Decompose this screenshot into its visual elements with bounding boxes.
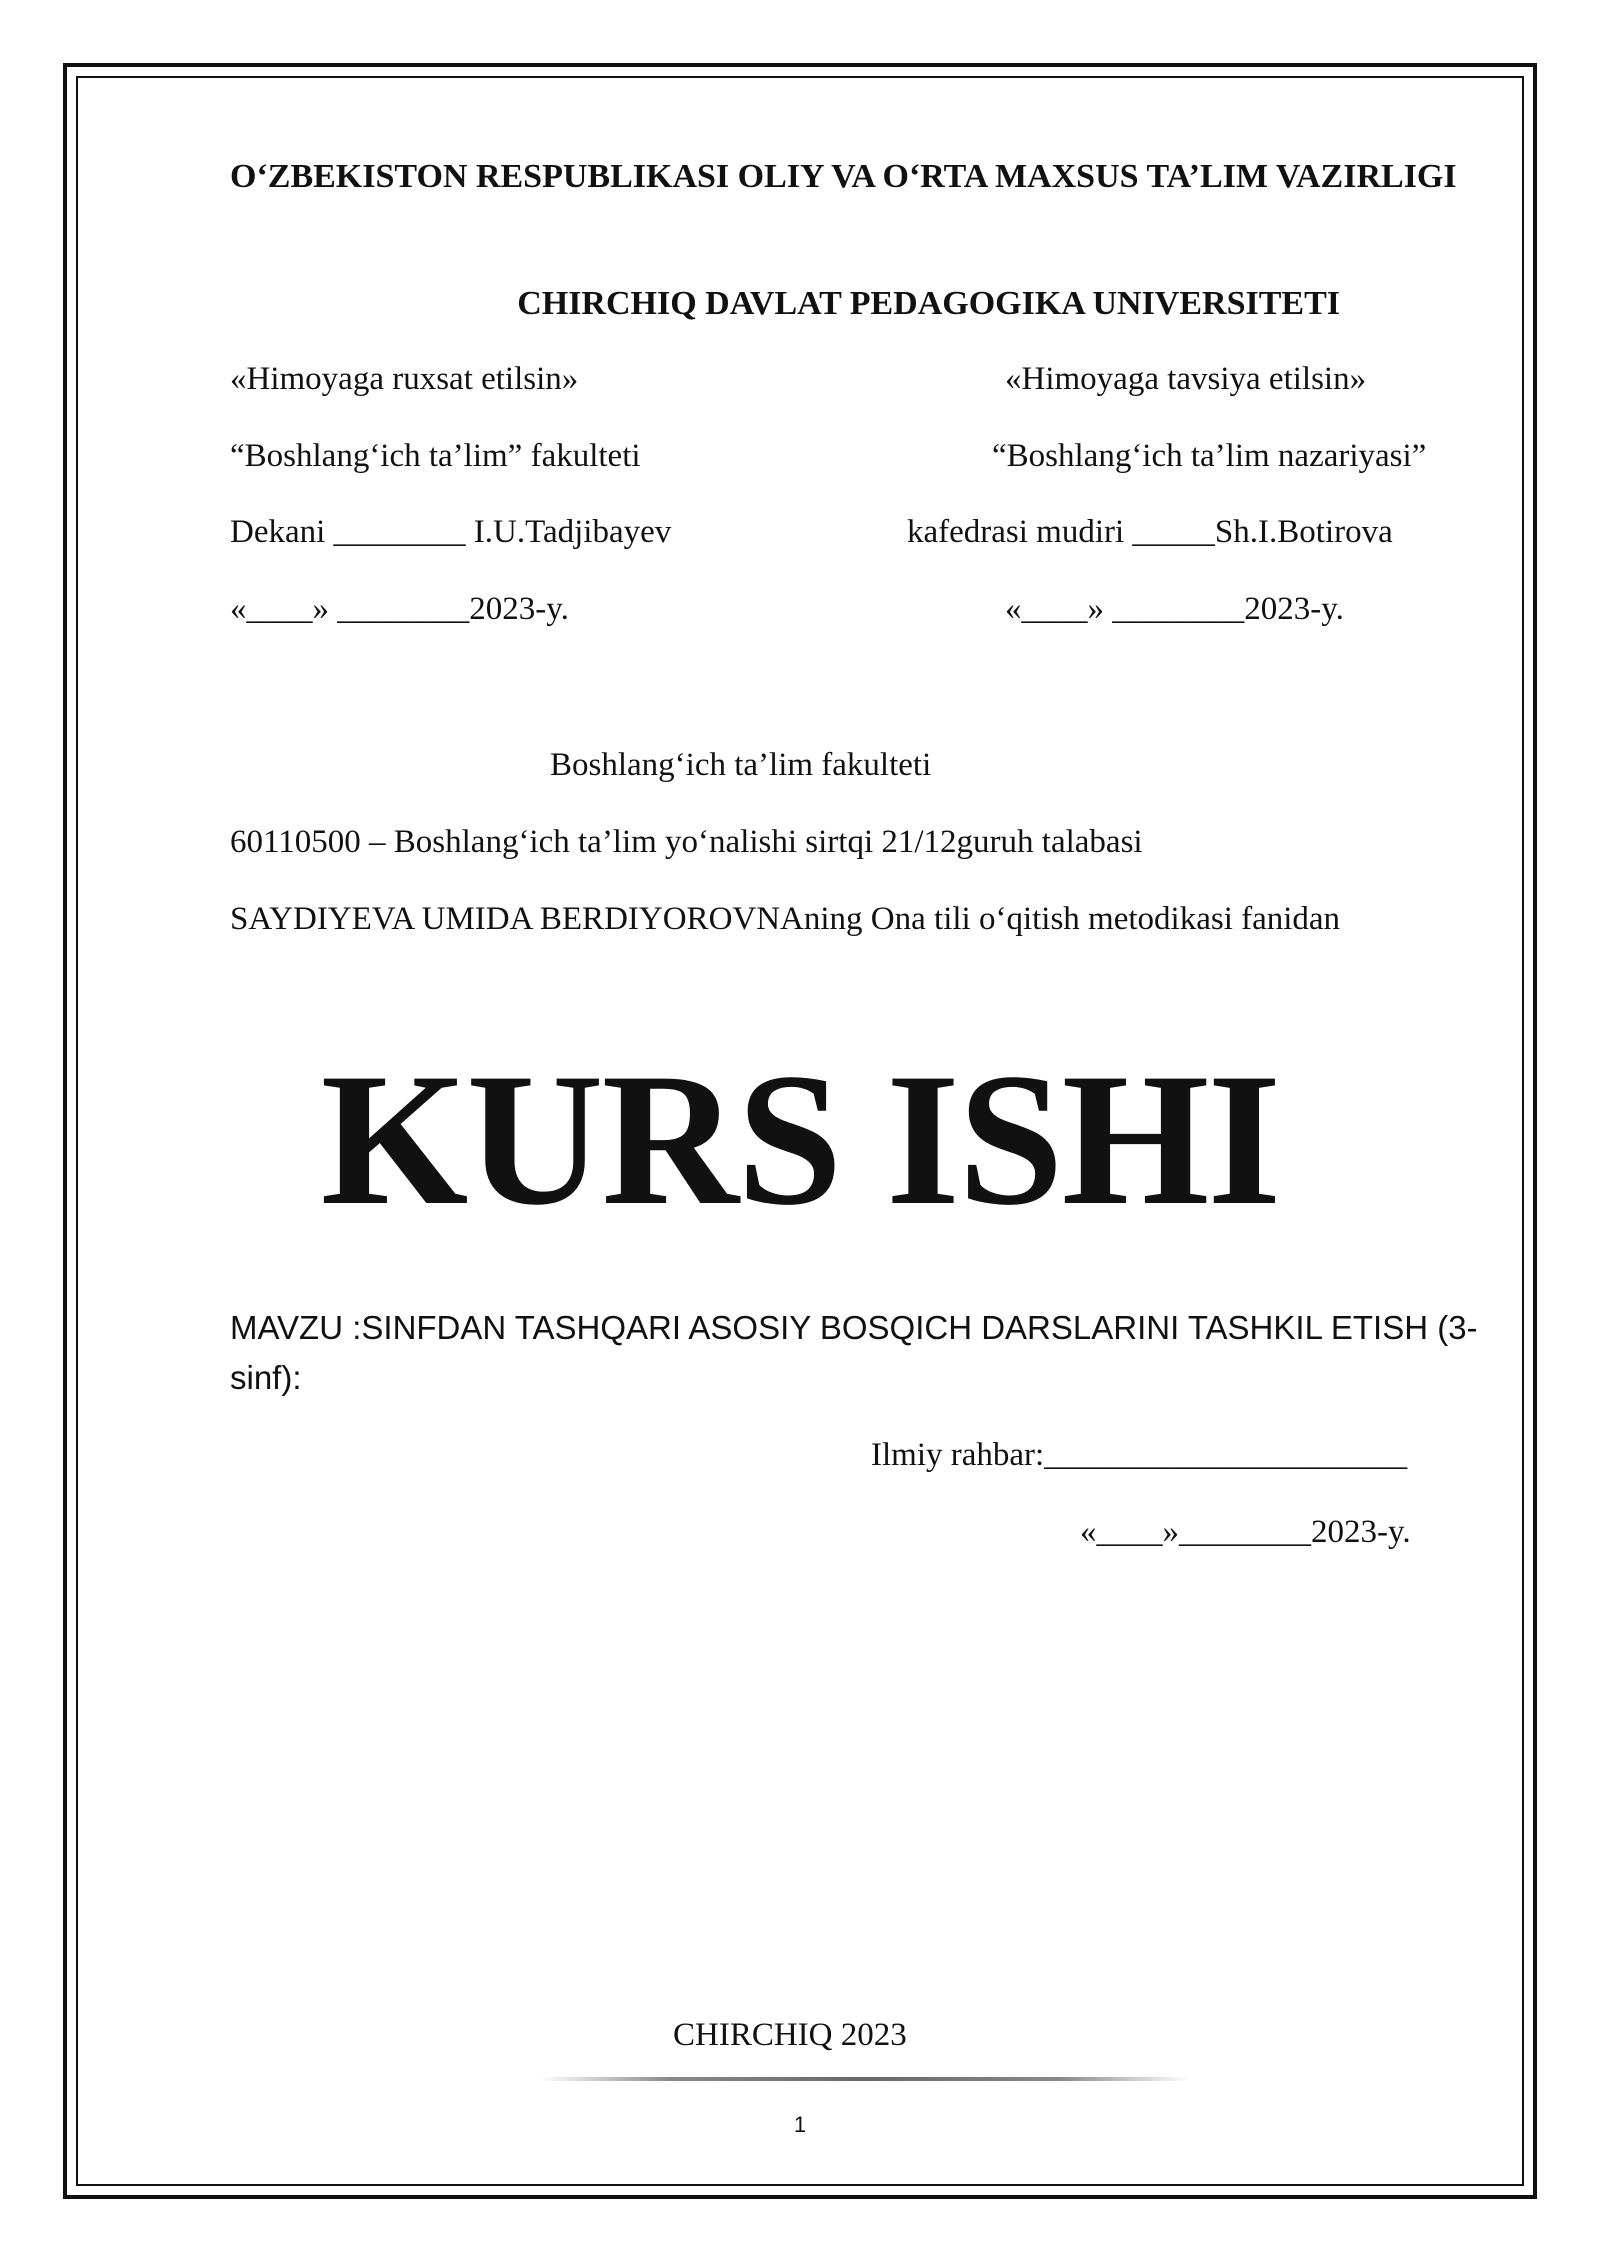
approval-left-line-2: “Boshlang‘ich ta’lim” fakulteti bbox=[230, 438, 641, 474]
university-heading: CHIRCHIQ DAVLAT PEDAGOGIKA UNIVERSITETI bbox=[517, 285, 1340, 322]
approval-left-line-1: «Himoyaga ruxsat etilsin» bbox=[230, 361, 579, 397]
page-number: 1 bbox=[793, 2112, 807, 2137]
student-line: SAYDIYEVA UMIDA BERDIYOROVNAning Ona tili o‘qitish metodikasi fanidan bbox=[230, 901, 1341, 937]
approval-right-line-2: “Boshlang‘ich ta’lim nazariyasi” bbox=[992, 438, 1427, 474]
approval-left-line-4: «____» ________2023-y. bbox=[230, 591, 569, 627]
city-year: CHIRCHIQ 2023 bbox=[673, 2017, 907, 2053]
topic-line: MAVZU :SINFDAN TASHQARI ASOSIY BOSQICH DARSLARINI TASHKIL ETISH (3-sinf): bbox=[230, 1309, 1478, 1396]
supervisor-line: Ilmiy rahbar:______________________ bbox=[871, 1437, 1408, 1473]
footer-divider bbox=[540, 2077, 1190, 2081]
faculty-name: Boshlang‘ich ta’lim fakulteti bbox=[550, 747, 932, 783]
ministry-heading: O‘ZBEKISTON RESPUBLIKASI OLIY VA O‘RTA MAXSUS TA’LIM VAZIRLIGI bbox=[230, 158, 1457, 195]
approval-right-line-3: kafedrasi mudiri _____Sh.I.Botirova bbox=[907, 514, 1393, 550]
approval-left-line-3: Dekani ________ I.U.Tadjibayev bbox=[230, 514, 672, 550]
supervisor-date: «____»________2023-y. bbox=[1080, 1514, 1411, 1550]
group-line: 60110500 – Boshlang‘ich ta’lim yo‘nalishi sirtqi 21/12guruh talabasi bbox=[230, 824, 1143, 860]
document-title: KURS ISHI bbox=[320, 1035, 1280, 1245]
approval-right-line-4: «____» ________2023-y. bbox=[1005, 591, 1344, 627]
approval-right-line-1: «Himoyaga tavsiya etilsin» bbox=[1005, 361, 1367, 397]
